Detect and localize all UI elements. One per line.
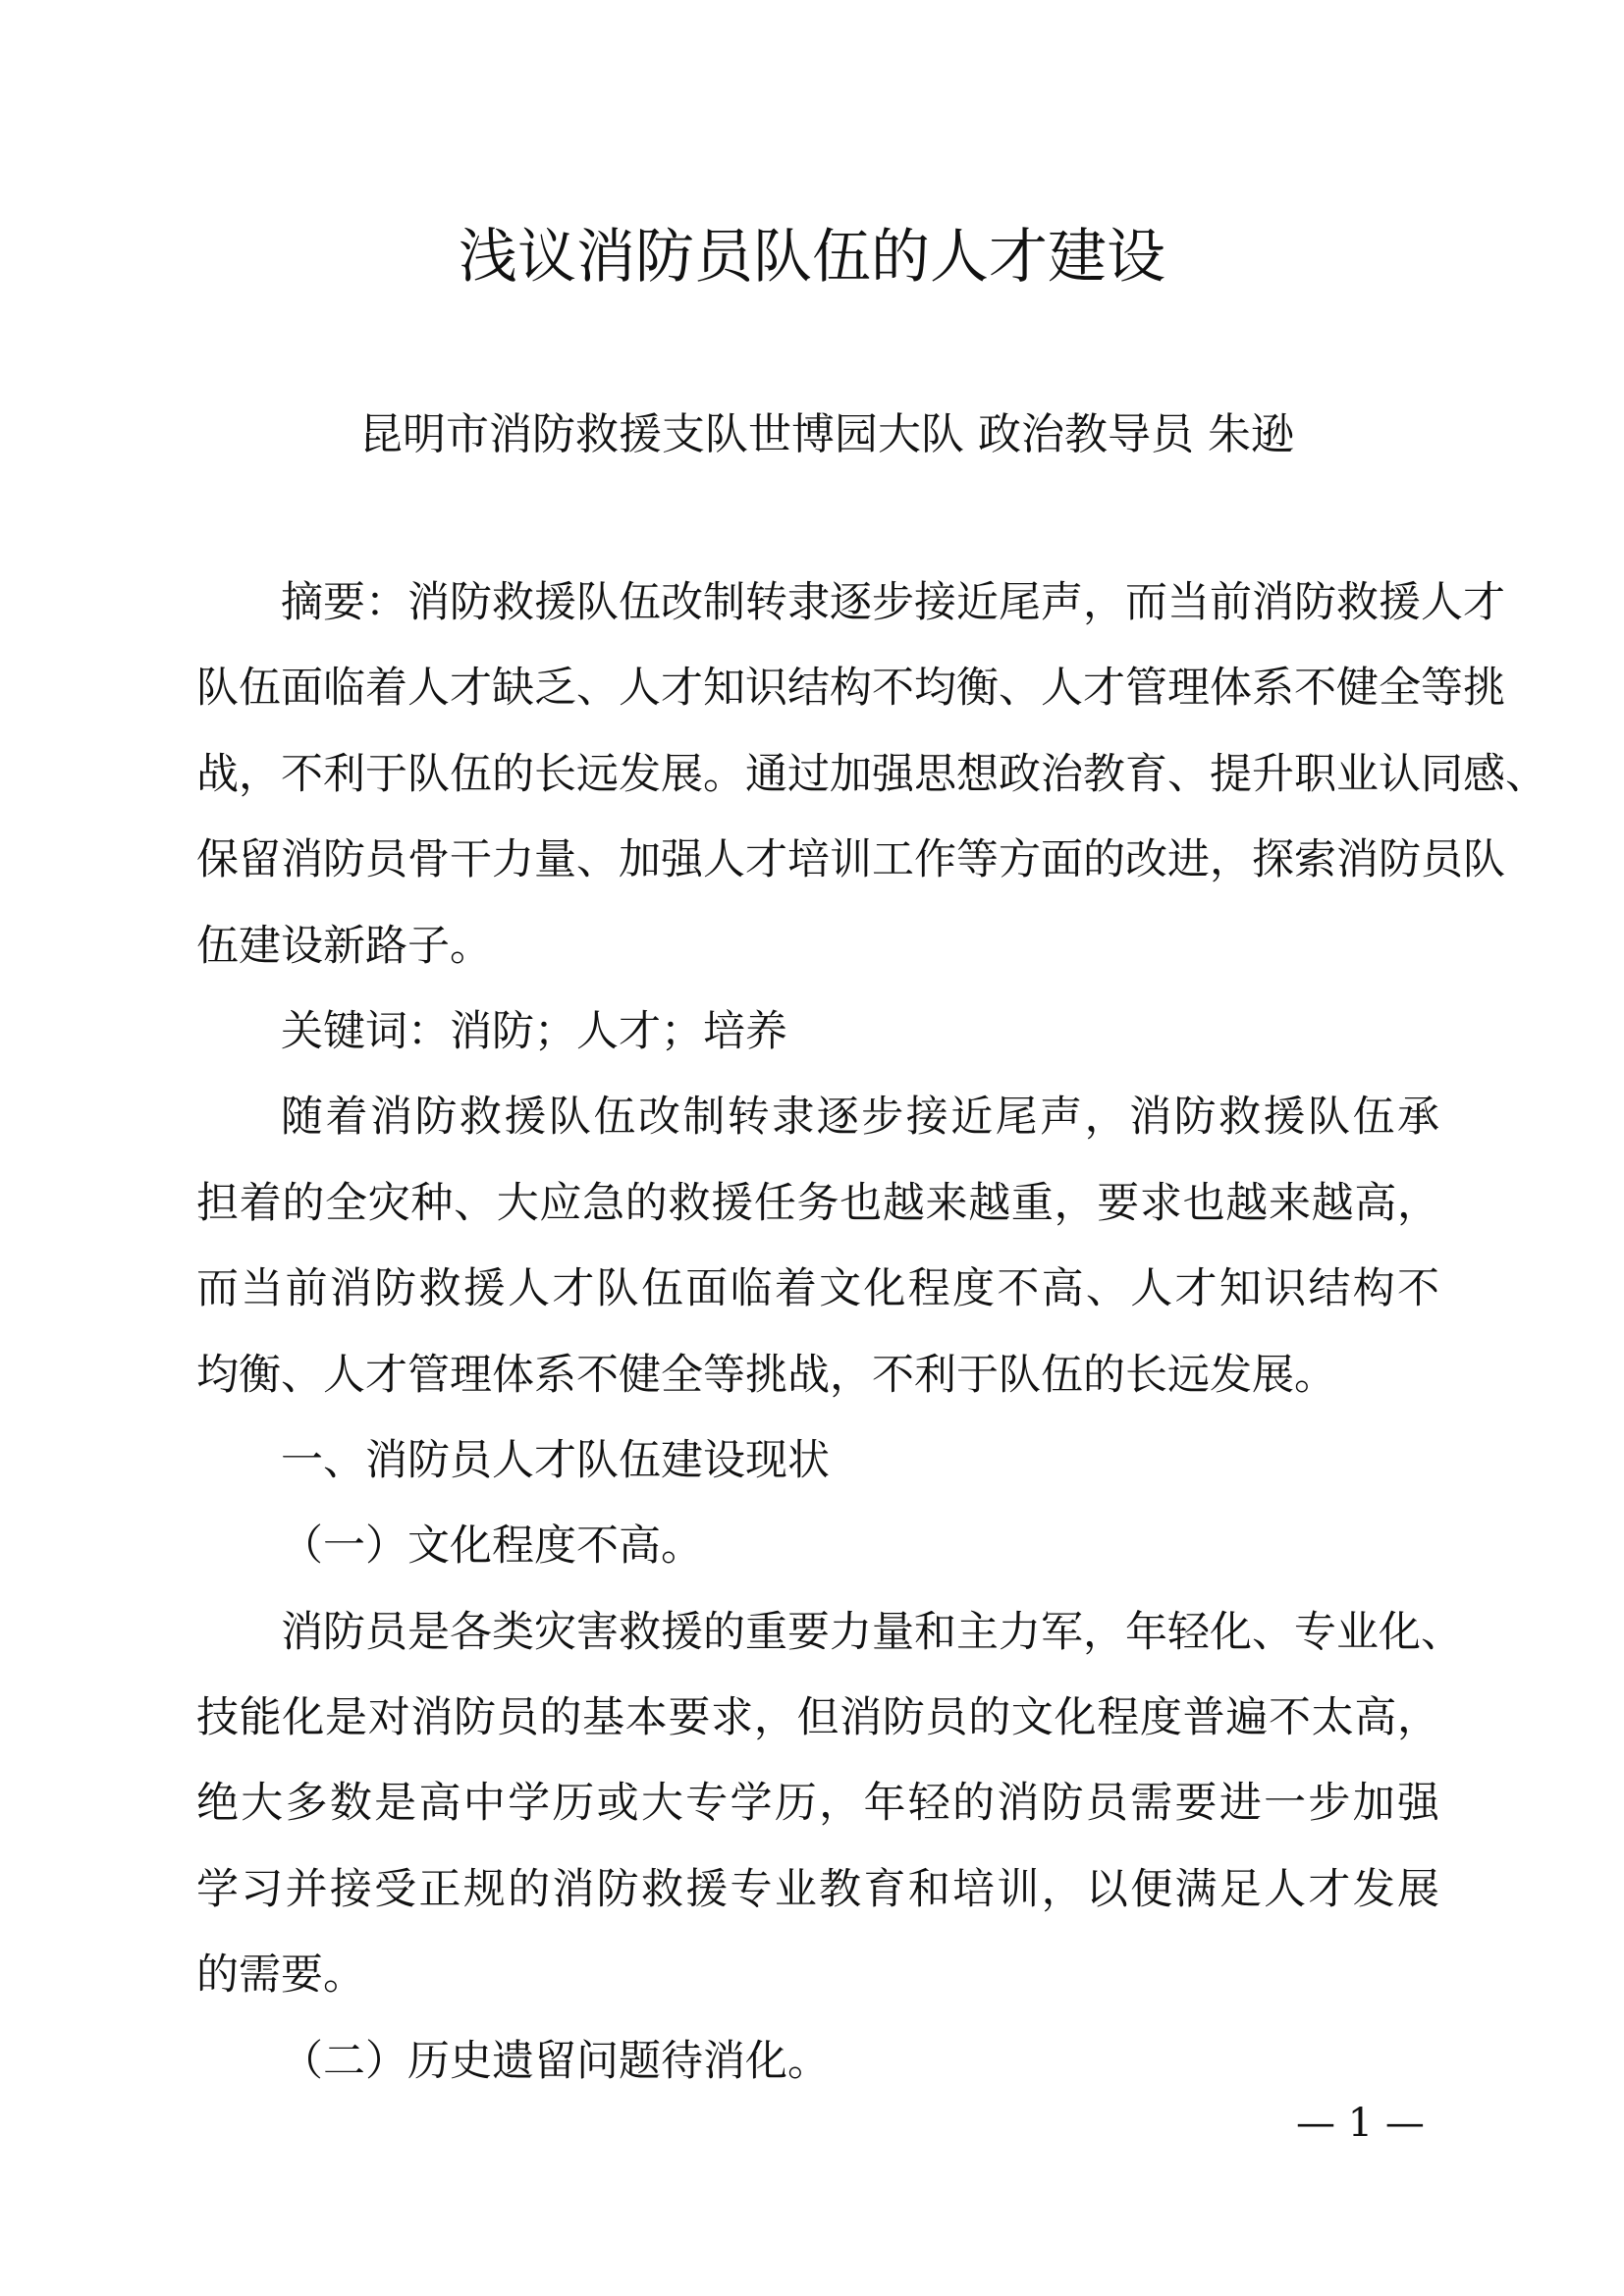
text-line: 随着消防救援队伍改制转隶逐步接近尾声，消防救援队伍承 [281,1093,1439,1143]
paragraph [196,561,1547,989]
text-line: 的需要。 [196,1950,365,2001]
text-line: 消防员是各类灾害救援的重要力量和主力军，年轻化、专业化、 [281,1607,1463,1657]
text-line: 战，不利于队伍的长远发展。通过加强思想政治教育、提升职业认同感、 [196,749,1547,799]
text-line: 关键词：消防；人才；培养 [281,1006,787,1056]
text-line: 学习并接受正规的消防救援专业教育和培训，以便满足人才发展 [196,1864,1439,1914]
document-title: 浅议消防员队伍的人才建设 [459,223,1165,292]
text-line: 而当前消防救援人才队伍面临着文化程度不高、人才知识结构不 [196,1264,1439,1314]
text-line: （一）文化程度不高。 [281,1522,703,1572]
text-line: 伍建设新路子。 [196,921,492,971]
paragraph [196,1418,1439,1504]
text-line: 队伍面临着人才缺乏、人才知识结构不均衡、人才管理体系不健全等挑 [196,664,1505,714]
text-line: 绝大多数是高中学历或大专学历，年轻的消防员需要进一步加强 [196,1779,1439,1829]
text-line: 摘要：消防救援队伍改制转隶逐步接近尾声，而当前消防救援人才 [281,578,1505,627]
author-line: 昆明市消防救援支队世博园大队 政治教导员 朱逊 [359,409,1294,459]
document-body [196,561,1547,2105]
text-line: （二）历史遗留问题待消化。 [281,2036,830,2086]
paragraph [196,989,1439,1075]
page-number: — 1 — [1296,2101,1425,2146]
text-line: 保留消防员骨干力量、加强人才培训工作等方面的改进，探索消防员队 [196,835,1505,885]
paragraph [196,1075,1439,1418]
text-line: 一、消防员人才队伍建设现状 [281,1435,830,1485]
paragraph [196,1504,1439,1589]
text-line: 技能化是对消防员的基本要求，但消防员的文化程度普遍不太高， [196,1693,1439,1743]
paragraph [196,1590,1463,2019]
text-line: 担着的全灾种、大应急的救援任务也越来越重，要求也越来越高， [196,1178,1439,1228]
paragraph [196,2019,1439,2105]
text-line: 均衡、人才管理体系不健全等挑战，不利于队伍的长远发展。 [196,1350,1336,1400]
